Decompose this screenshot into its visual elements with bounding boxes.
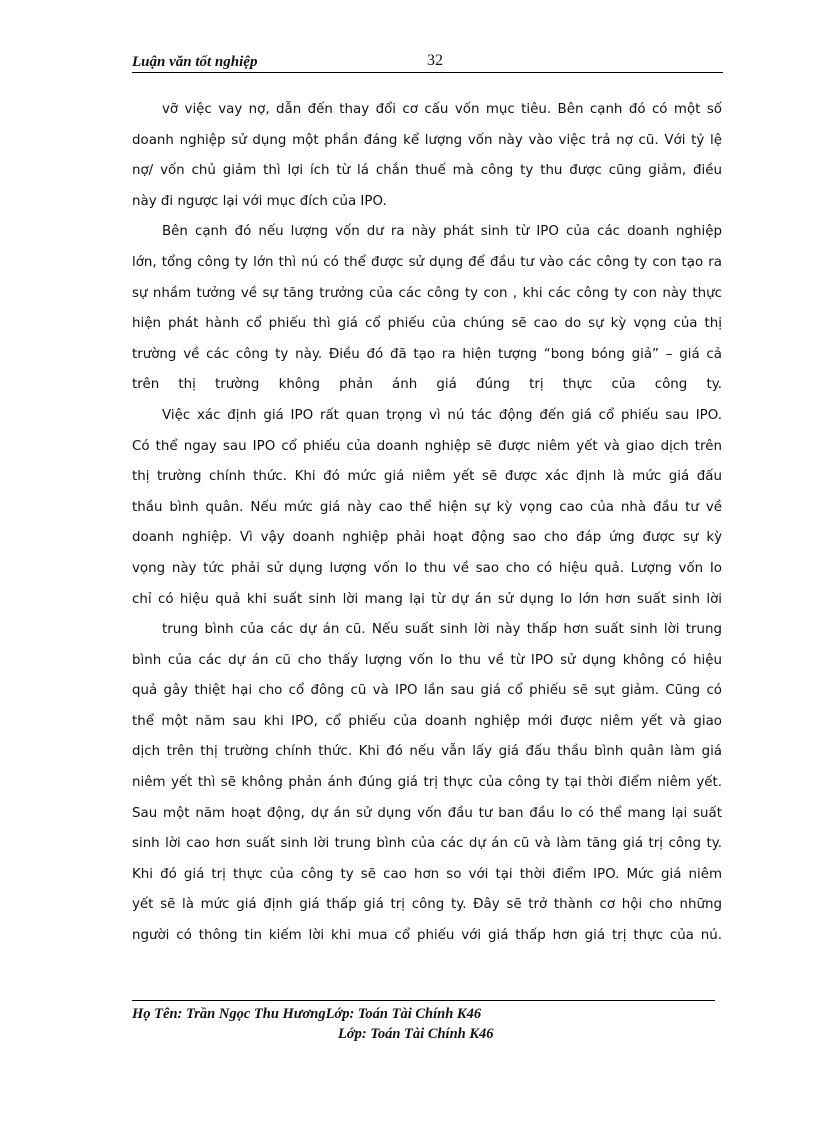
text-line: Việc xác định giá IPO rất quan trọng vì nú tác động đến giá cổ phiếu sau IPO. <box>162 407 722 423</box>
page-number: 32 <box>427 52 443 69</box>
text-line: quả gây thiệt hại cho cổ đông cũ và IPO lần sau giá cổ phiếu sẽ sụt giảm. Cũng có <box>132 683 722 699</box>
text-line: sinh lời cao hơn suất sinh lời trung bình của các dự án cũ và làm tăng giá trị công ty. <box>132 836 722 852</box>
text-line: trường về các công ty này. Điều đó đã tạo ra hiện tượng “bong bóng giả” – giá cả <box>132 346 722 362</box>
text-line: Có thể ngay sau IPO cổ phiếu của doanh nghiệp sẽ được niêm yết và giao dịch trên <box>132 438 722 454</box>
text-line: thị trường chính thức. Khi đó mức giá niêm yết sẽ được xác định là mức giá đấu <box>132 469 722 485</box>
text-line: người có thông tin kiếm lời khi mua cổ phiếu với giá thấp hơn giá trị thực của nú. <box>132 928 722 944</box>
text-line: thể một năm sau khi IPO, cổ phiếu của doanh nghiệp mới được niêm yết và giao <box>132 713 722 729</box>
text-line: niêm yết thì sẽ không phản ánh đúng giá trị thực của công ty tại thời điểm niêm yết. <box>132 775 722 791</box>
text-line: thầu bình quân. Nếu mức giá này cao thể hiện sự kỳ vọng cao của nhà đầu tư về <box>132 499 722 515</box>
text-line: Bên cạnh đó nếu lượng vốn dư ra này phát sinh từ IPO của các doanh nghiệp <box>162 224 722 240</box>
text-line: hiện phát hành cổ phiếu thì giá cổ phiếu của chúng sẽ cao do sự kỳ vọng của thị <box>132 316 722 332</box>
text-line: vỡ việc vay nợ, dẫn đến thay đổi cơ cấu vốn mục tiêu. Bên cạnh đó có một số <box>162 102 722 117</box>
body-text <box>132 95 722 952</box>
footer-author-line: Họ Tên: Trần Ngọc Thu HươngLớp: Toán Tài Chính K46 <box>132 1006 482 1022</box>
text-line: này đi ngược lại với mục đích của IPO. <box>132 193 387 209</box>
footer-class-line: Lớp: Toán Tài Chính K46 <box>338 1026 494 1042</box>
text-line: trên thị trường không phản ánh giá đúng trị thực của công ty. <box>132 377 722 393</box>
text-line: chỉ có hiệu quả khi suất sinh lời mang lại từ dự án sử dụng Io lớn hơn suất sinh lời <box>132 591 722 607</box>
text-line: dịch trên thị trường chính thức. Khi đó nếu vẫn lấy giá đấu thầu bình quân làm giá <box>132 744 722 760</box>
header-title: Luận văn tốt nghiệp <box>132 54 258 70</box>
text-line: Khi đó giá trị thực của công ty sẽ cao hơn so với tại thời điểm IPO. Mức giá niêm <box>132 866 722 882</box>
page-header <box>132 52 723 73</box>
text-line: bình của các dự án cũ cho thấy lượng vốn Io thu về từ IPO sử dụng không có hiệu <box>132 652 722 668</box>
text-line: nợ/ vốn chủ giảm thì lợi ích từ lá chắn thuế mà công ty thu được cũng giảm, điều <box>132 163 722 179</box>
text-line: yết sẽ là mức giá định giá thấp giá trị công ty. Đây sẽ trở thành cơ hội cho những <box>132 897 722 913</box>
text-line: sự nhầm tưởng về sự tăng trưởng của các công ty con , khi các công ty con này thực <box>132 285 722 301</box>
text-line: Sau một năm hoạt động, dự án sử dụng vốn đầu tư ban đầu Io có thể mang lại suất <box>132 805 722 821</box>
footer-divider <box>132 1000 715 1001</box>
text-line: doanh nghiệp sử dụng một phần đáng kể lượng vốn này vào việc trả nợ cũ. Với tỷ lệ <box>132 132 722 148</box>
text-line: doanh nghiệp. Vì vậy doanh nghiệp phải hoạt động sao cho đáp ứng được sự kỳ <box>132 530 722 546</box>
text-line: vọng này tức phải sử dụng lượng vốn Io thu về sao cho có hiệu quả. Lượng vốn Io <box>132 560 722 576</box>
text-line: trung bình của các dự án cũ. Nếu suất sinh lời này thấp hơn suất sinh lời trung <box>162 622 722 638</box>
text-line: lớn, tổng công ty lớn thì nú có thể được sử dụng để đầu tư vào các công ty con tạo ra <box>132 254 722 270</box>
